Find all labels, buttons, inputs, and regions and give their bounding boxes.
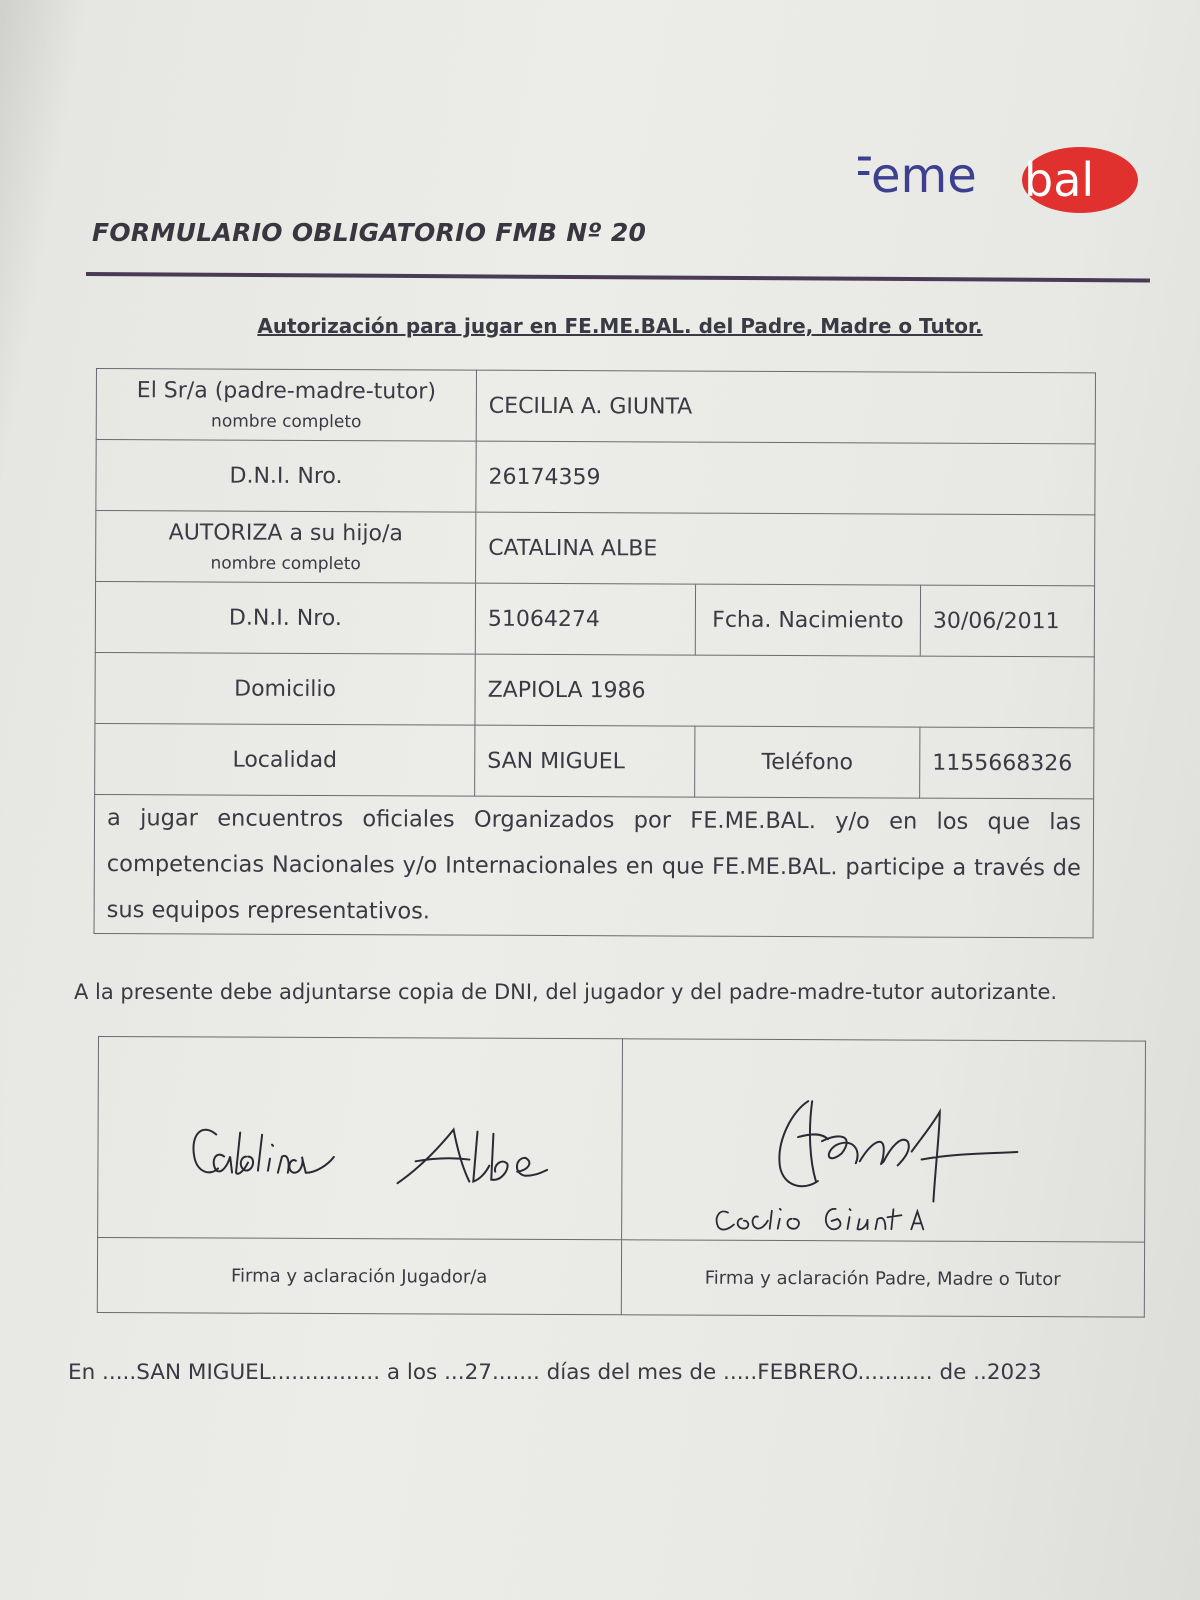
parent-signature [622,1039,1145,1241]
parent-signature-caption: Firma y aclaración Padre, Madre o Tutor [621,1240,1145,1317]
authorization-table [94,368,1096,938]
table-row [98,1037,1146,1243]
svg-text:Feme: Feme [858,148,977,204]
phone-field[interactable]: 1155668326 [920,727,1094,799]
place-date-line: En .....SAN MIGUEL................ a los ...27....... días del mes de .....FEBRERO........... de ..2023 [68,1360,1042,1385]
table-row [96,369,1095,444]
birth-date-field[interactable]: 30/06/2011 [920,585,1094,657]
signature-table [97,1036,1146,1318]
parent-dni-label: D.N.I. Nro. [96,440,476,513]
table-row [94,794,1094,937]
table-row [95,582,1094,657]
parent-label-cell [96,369,476,442]
parent-signature-box[interactable] [621,1039,1145,1242]
femebal-logo-graphic [858,140,1138,220]
player-signature-box[interactable] [98,1037,622,1240]
table-row [95,652,1094,727]
title-divider [86,272,1150,282]
parent-dni-field[interactable]: 26174359 [476,441,1095,515]
child-label: AUTORIZA a su hijo/a [168,519,403,546]
city-label: Localidad [95,723,475,796]
address-label: Domicilio [95,652,475,725]
table-row [96,511,1095,586]
player-signature [98,1037,621,1239]
birth-date-label: Fcha. Nacimiento [695,584,920,656]
child-name-field[interactable]: CATALINA ALBE [476,512,1095,586]
address-field[interactable]: ZAPIOLA 1986 [475,654,1094,728]
svg-text:bal: bal [1024,153,1095,207]
table-row [95,723,1094,798]
child-sublabel: nombre completo [210,553,361,574]
authorization-paragraph: a jugar encuentros oficiales Organizados por FE.ME.BAL. y/o en los que las competencias Nacionales y/o Internacionales en que FE.ME.BAL. participe a través de sus equipos representativos. [94,794,1094,937]
phone-label: Teléfono [695,726,920,798]
parent-name-field[interactable]: CECILIA A. GIUNTA [476,370,1095,444]
child-dni-field[interactable]: 51064274 [475,583,695,655]
attachment-note: A la presente debe adjuntarse copia de DNI, del jugador y del padre-madre-tutor autorizante. [74,980,1058,1004]
parent-sublabel: nombre completo [211,411,362,432]
city-field[interactable]: SAN MIGUEL [475,725,695,797]
form-title: FORMULARIO OBLIGATORIO FMB Nº 20 [92,218,647,247]
form-subtitle: Autorización para jugar en FE.ME.BAL. del Padre, Madre o Tutor. [257,314,983,338]
child-label-cell [96,511,476,584]
table-row [96,440,1095,515]
player-signature-caption: Firma y aclaración Jugador/a [97,1238,621,1315]
table-row [97,1238,1144,1318]
femebal-logo [858,140,1138,220]
child-dni-label: D.N.I. Nro. [95,582,475,655]
parent-label: El Sr/a (padre-madre-tutor) [136,377,437,404]
